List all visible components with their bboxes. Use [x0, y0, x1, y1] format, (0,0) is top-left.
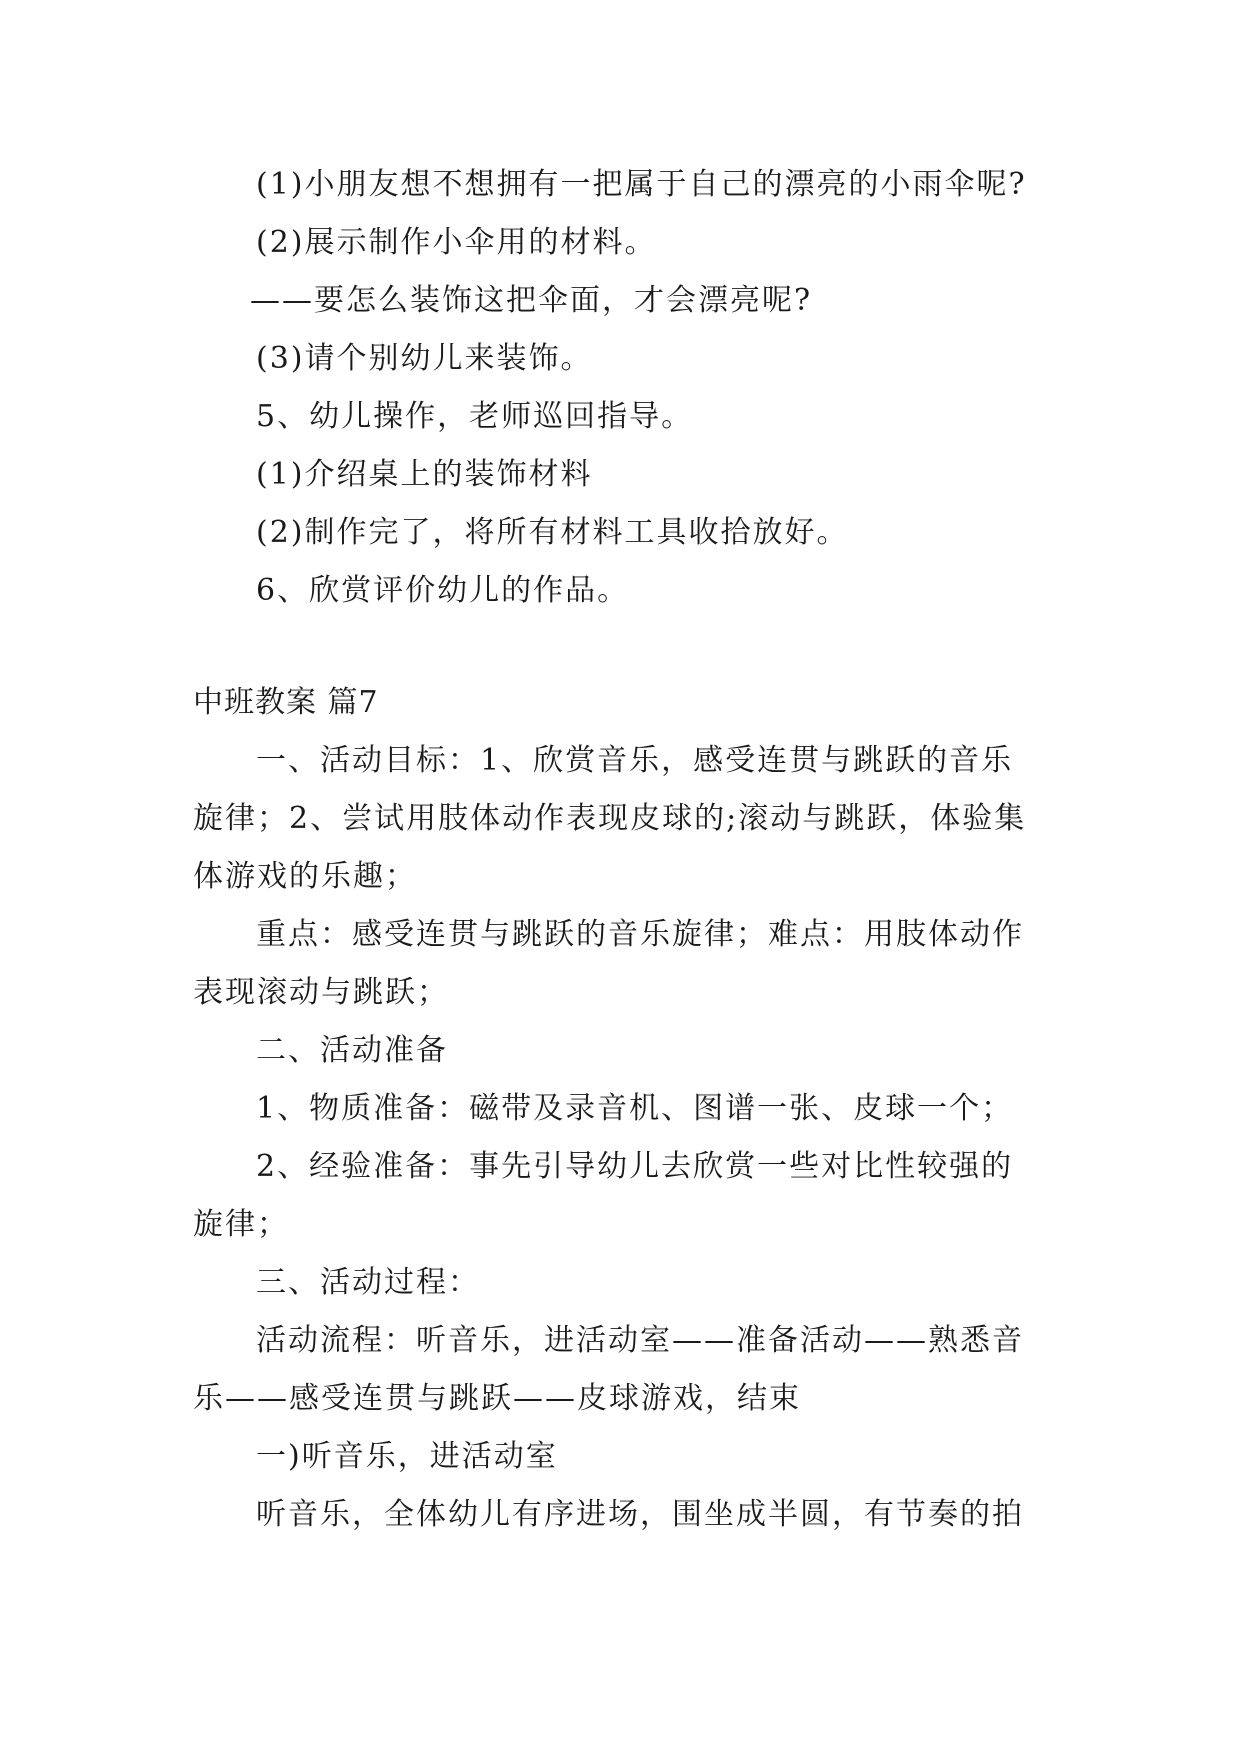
section-title: 中班教案 篇7 — [193, 685, 379, 720]
text-line: 一、活动目标：1、欣赏音乐，感受连贯与跳跃的音乐 — [256, 743, 1014, 778]
text-line: 活动流程：听音乐，进活动室——准备活动——熟悉音 — [256, 1323, 1024, 1358]
text-line: (3)请个别幼儿来装饰。 — [256, 341, 593, 376]
text-line: 体游戏的乐趣； — [193, 859, 417, 894]
text-line: (1)小朋友想不想拥有一把属于自己的漂亮的小雨伞呢? — [256, 167, 1027, 202]
text-line: 乐——感受连贯与跳跃——皮球游戏，结束 — [193, 1381, 801, 1416]
text-line: 2、经验准备：事先引导幼儿去欣赏一些对比性较强的 — [256, 1149, 1014, 1184]
text-line: 1、物质准备：磁带及录音机、图谱一张、皮球一个； — [256, 1091, 1014, 1126]
text-line: 二、活动准备 — [256, 1033, 448, 1068]
text-line: (2)制作完了，将所有材料工具收拾放好。 — [256, 515, 849, 550]
text-line: 一)听音乐，进活动室 — [256, 1439, 558, 1474]
text-line: (2)展示制作小伞用的材料。 — [256, 225, 657, 260]
text-line: 旋律；2、尝试用肢体动作表现皮球的;滚动与跳跃，体验集 — [193, 801, 1027, 836]
text-line: 重点：感受连贯与跳跃的音乐旋律；难点：用肢体动作 — [256, 917, 1024, 952]
text-line: ——要怎么装饰这把伞面，才会漂亮呢? — [250, 283, 813, 318]
text-line: 表现滚动与跳跃； — [193, 975, 449, 1010]
text-line: 6、欣赏评价幼儿的作品。 — [256, 573, 630, 608]
text-line: 5、幼儿操作，老师巡回指导。 — [256, 399, 694, 434]
text-line: (1)介绍桌上的装饰材料 — [256, 457, 593, 492]
text-line: 听音乐，全体幼儿有序进场，围坐成半圆，有节奏的拍 — [256, 1497, 1024, 1532]
text-line: 三、活动过程： — [256, 1265, 480, 1300]
text-line: 旋律； — [193, 1207, 289, 1242]
